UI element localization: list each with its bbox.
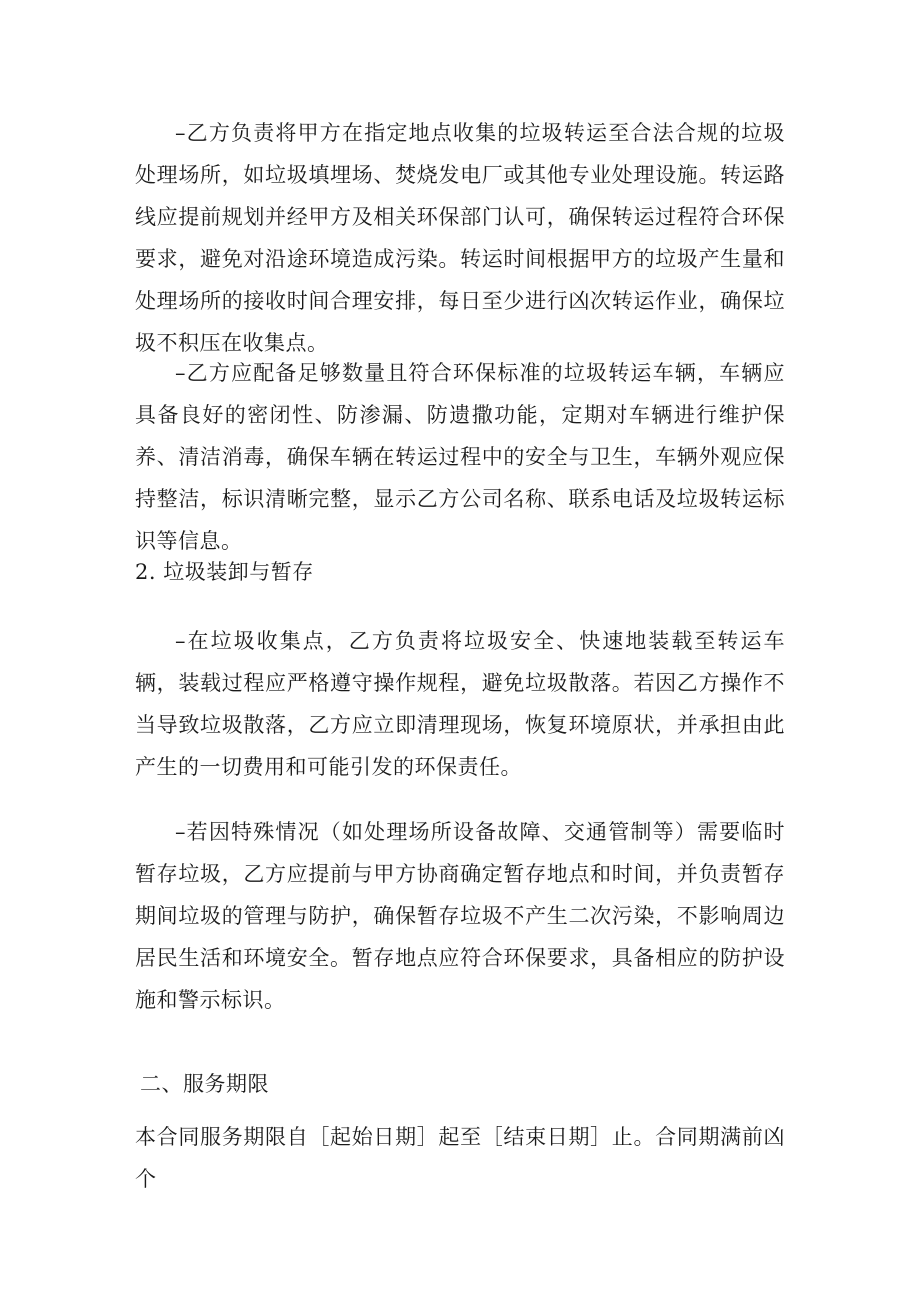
paragraph-service-period: 本合同服务期限自［起始日期］起至［结束日期］止。合同期满前凶个 xyxy=(135,1125,785,1191)
paragraph-temporary-storage: –若因特殊情况（如处理场所设备故障、交通管制等）需要临时暂存垃圾，乙方应提前与甲方协商确定暂存地点和时间，并负责暂存期间垃圾的管理与防护，确保暂存垃圾不产生二次污染，不影响周边居民生活和环境安全。暂存地点应符合环保要求，具备相应的防护设施和警示标识。 xyxy=(135,820,785,1012)
paragraph-transport-duty: –乙方负责将甲方在指定地点收集的垃圾转运至合法合规的垃圾处理场所，如垃圾填埋场、焚烧发电厂或其他专业处理设施。转运路线应提前规划并经甲方及相关环保部门认可，确保转运过程符合环保要求，避免对沿途环境造成污染。转运时间根据甲方的垃圾产生量和处理场所的接收时间合理安排，每日至少进行凶次转运作业，确保垃圾不积压在收集点。 xyxy=(135,121,785,355)
section-heading-loading-storage: 2. 垃圾装卸与暂存 xyxy=(135,560,314,584)
paragraph-vehicle-requirements: –乙方应配备足够数量且符合环保标准的垃圾转运车辆，车辆应具备良好的密闭性、防渗漏、防遗撒功能，定期对车辆进行维护保养、清洁消毒，确保车辆在转运过程中的安全与卫生，车辆外观应保持整洁，标识清晰完整，显示乙方公司名称、联系电话及垃圾转运标识等信息。 xyxy=(135,361,785,553)
section-heading-service-period: 二、服务期限 xyxy=(140,1072,269,1096)
paragraph-loading-duty: –在垃圾收集点，乙方负责将垃圾安全、快速地装载至转运车辆，装载过程应严格遵守操作规程，避免垃圾散落。若因乙方操作不当导致垃圾散落，乙方应立即清理现场，恢复环境原状，并承担由此产生的一切费用和可能引发的环保责任。 xyxy=(135,629,785,779)
